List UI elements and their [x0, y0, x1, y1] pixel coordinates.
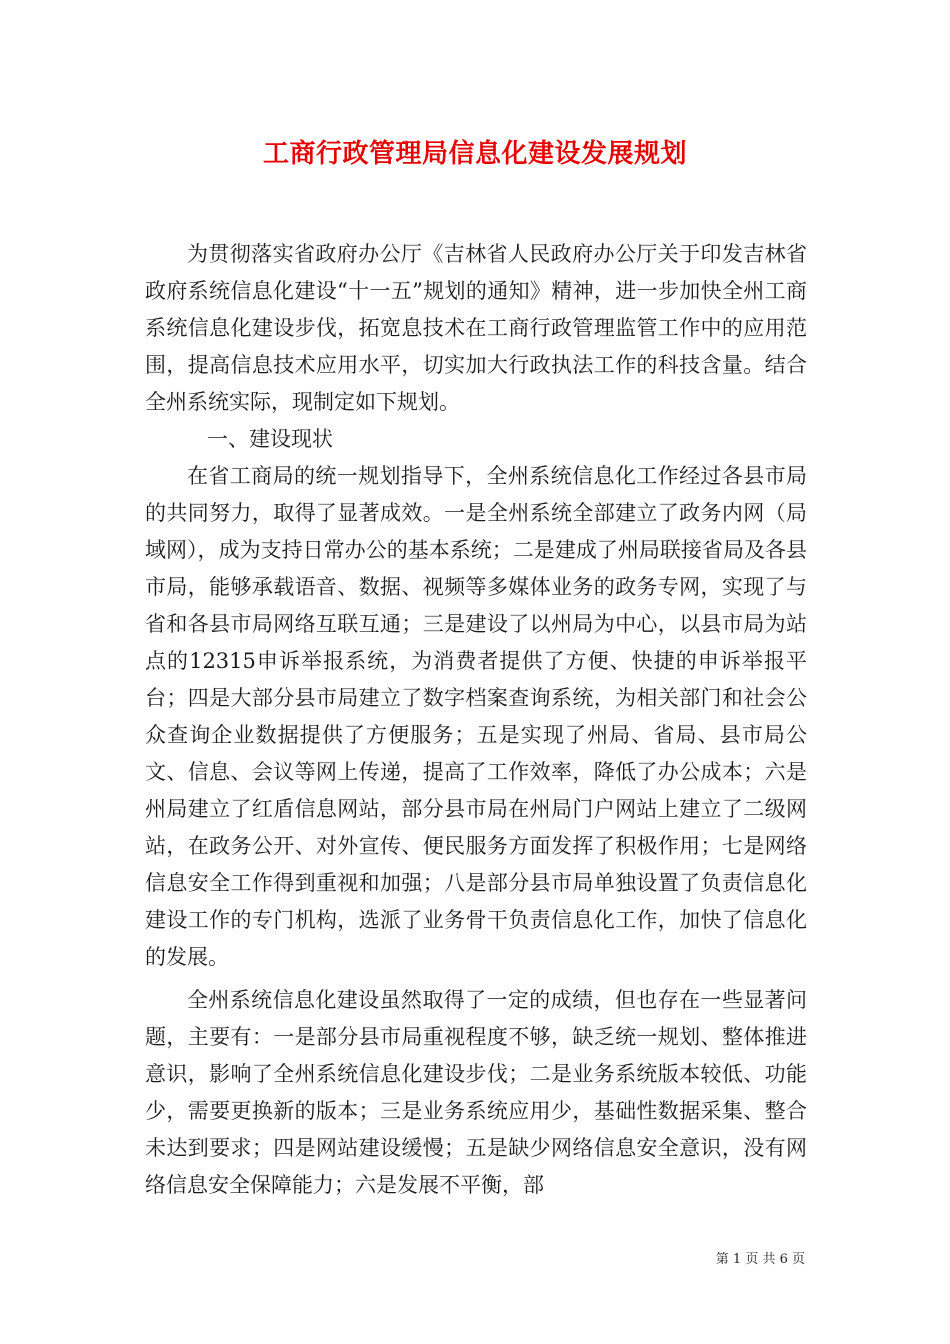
section-heading: 一、建设现状 — [207, 427, 333, 451]
status-paragraph: 在省工商局的统一规划指导下，全州系统信息化工作经过各县市局的共同努力，取得了显著成效。一是全州系统全部建立了政务内网（局域网），成为支持日常办公的基本系统；二是建成了州局联接省局及各县市局，能够承载语音、数据、视频等多媒体业务的政务专网，实现了与省和各县市局网络互联互通；三是建设了以州局为中心，以县市局为站点的12315申诉举报系统，为消费者提供了方便、快捷的申诉举报平台；四是大部分县市局建立了数字档案查询系统，为相关部门和社会公众查询企业数据提供了方便服务；五是实现了州局、省局、县市局公文、信息、会议等网上传递，提高了工作效率，降低了办公成本；六是州局建立了红盾信息网站，部分县市局在州局门户网站上建立了二级网站，在政务公开、对外宣传、便民服务方面发挥了积极作用；七是网络信息安全工作得到重视和加强；八是部分县市局单独设置了负责信息化建设工作的专门机构，选派了业务骨干负责信息化工作，加快了信息化的发展。 — [145, 464, 807, 969]
document-title: 工商行政管理局信息化建设发展规划 — [262, 139, 687, 169]
document-body — [145, 236, 807, 1204]
intro-paragraph: 为贯彻落实省政府办公厅《吉林省人民政府办公厅关于印发吉林省政府系统信息化建设“十一五”规划的通知》精神，进一步加快全州工商系统信息化建设步伐，拓宽息技术在工商行政管理监管工作中的应用范围，提高信息技术应用水平，切实加大行政执法工作的科技含量。结合全州系统实际，现制定如下规划。 — [145, 242, 807, 414]
page-number: 第 1 页 共 6 页 — [715, 1252, 805, 1267]
problems-paragraph: 全州系统信息化建设虽然取得了一定的成绩，但也存在一些显著问题，主要有：一是部分县市局重视程度不够，缺乏统一规划、整体推进意识，影响了全州系统信息化建设步伐；二是业务系统版本较低、功能少，需要更换新的版本；三是业务系统应用少，基础性数据采集、整合未达到要求；四是网站建设缓慢；五是缺少网络信息安全意识，没有网络信息安全保障能力；六是发展不平衡，部 — [145, 988, 807, 1197]
